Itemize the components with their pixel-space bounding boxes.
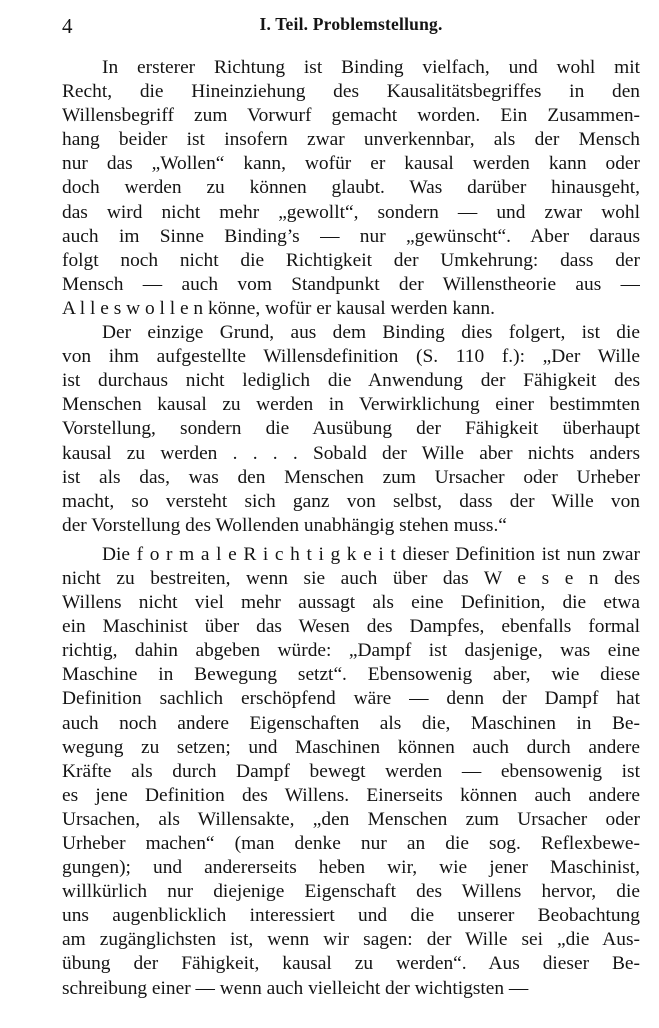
text-line: von ihm aufgestellte Willensdefinition (S. 110 f.): „Der Wille <box>62 346 640 368</box>
text-line: ist durchaus nicht lediglich die Anwendung der Fähigkeit des <box>62 370 640 392</box>
text-line: Mensch — auch vom Standpunkt der Willenstheorie aus — <box>62 273 640 295</box>
paragraph-1 <box>62 56 640 321</box>
text-line: nur das „Wollen“ kann, wofür er kausal werden kann oder <box>62 153 640 175</box>
text-line: Menschen kausal zu werden in Verwirklichung einer bestimmten <box>62 394 640 416</box>
text-line: am zugänglichsten ist, wenn wir sagen: der Wille sei „die Aus- <box>62 929 640 951</box>
text-line: A l l e s w o l l e n könne, wofür er kausal werden kann. <box>62 297 495 319</box>
text-line: es jene Definition des Willens. Einerseits können auch andere <box>62 784 640 806</box>
paragraph-3 <box>62 543 640 1001</box>
text-line: schreibung einer — wenn auch vielleicht der wichtigsten — <box>62 977 529 999</box>
text-line: Recht, die Hineinziehung des Kausalitätsbegriffes in den <box>62 81 640 103</box>
text-line: In ersterer Richtung ist Binding vielfach, und wohl mit <box>102 57 640 78</box>
text-line: Willens nicht viel mehr aussagt als eine Definition, die etwa <box>62 592 640 614</box>
text-line: Kräfte als durch Dampf bewegt werden — ebensowenig ist <box>62 760 640 782</box>
text-line: Urheber machen“ (man denke nur an die sog. Reflexbewe- <box>62 833 640 854</box>
text-line: Definition sachlich erschöpfend wäre — denn der Dampf hat <box>62 688 640 710</box>
text-line: auch noch andere Eigenschaften als die, Maschinen in Be- <box>62 712 640 734</box>
text-line: auch im Sinne Binding’s — nur „gewünscht“. Aber daraus <box>62 225 640 247</box>
text-line: Willensbegriff zum Vorwurf gemacht worden. Ein Zusammen- <box>62 105 640 127</box>
text-line: nicht zu bestreiten, wenn sie auch über das W e s e n des <box>62 567 640 589</box>
text-line: ist als das, was den Menschen zum Ursacher oder Urheber <box>62 466 640 488</box>
text-line: Ursachen, als Willensakte, „den Menschen zum Ursacher oder <box>62 808 640 830</box>
text-line: uns augenblicklich interessiert und die unserer Beobachtung <box>62 905 640 927</box>
running-head: I. Teil. Problemstellung. <box>259 14 443 34</box>
page-body <box>62 56 640 1001</box>
text-line: richtig, dahin abgeben würde: „Dampf ist dasjenige, was eine <box>62 640 640 662</box>
text-line: doch werden zu können glaubt. Was darüber hinausgeht, <box>62 177 640 199</box>
text-line: folgt noch nicht die Richtigkeit der Umkehrung: dass der <box>62 249 640 271</box>
text-line: wegung zu setzen; und Maschinen können auch durch andere <box>62 736 640 758</box>
page-header <box>62 14 640 40</box>
text-line: willkürlich nur diejenige Eigenschaft des Willens hervor, die <box>62 881 640 903</box>
text-line: Maschine in Bewegung setzt“. Ebensowenig aber, wie diese <box>62 664 640 686</box>
text-line: Der einzige Grund, aus dem Binding dies folgert, ist die <box>102 322 640 344</box>
text-line: ein Maschinist über das Wesen des Dampfes, ebenfalls formal <box>62 616 640 638</box>
text-line: das wird nicht mehr „gewollt“, sondern — und zwar wohl <box>62 201 640 223</box>
text-line: hang beider ist insofern zwar unverkennbar, als der Mensch <box>62 129 640 151</box>
text-line: kausal zu werden . . . . Sobald der Wille aber nichts anders <box>62 442 640 464</box>
text-line: gungen); und andererseits heben wir, wie jener Maschinist, <box>62 857 640 879</box>
paragraph-2 <box>62 321 640 538</box>
text-line: Die f o r m a l e R i c h t i g k e i t dieser Definition ist nun zwar <box>102 543 640 565</box>
text-line: macht, so versteht sich ganz von selbst, dass der Wille von <box>62 490 640 512</box>
text-line: Vorstellung, sondern die Ausübung der Fähigkeit überhaupt <box>62 418 640 440</box>
text-line: der Vorstellung des Wollenden unabhängig stehen muss.“ <box>62 514 507 536</box>
page-number: 4 <box>62 14 73 38</box>
text-line: übung der Fähigkeit, kausal zu werden“. Aus dieser Be- <box>62 953 640 975</box>
